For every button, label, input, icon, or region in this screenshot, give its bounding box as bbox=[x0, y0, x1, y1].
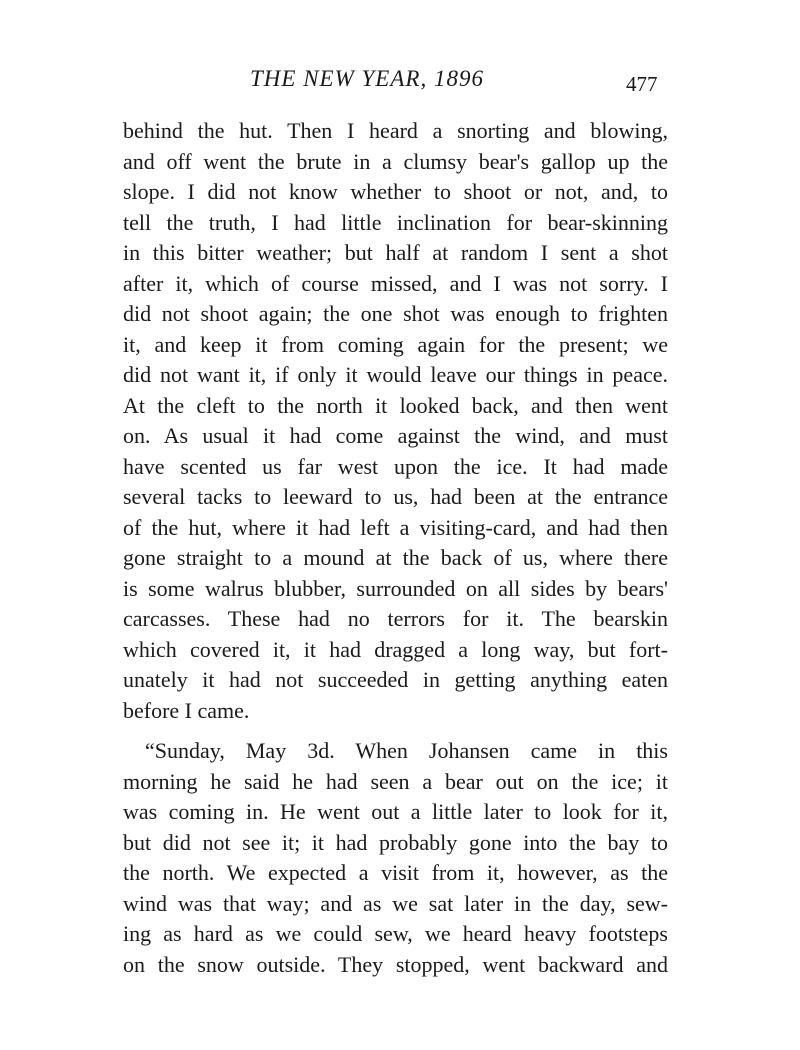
text-line: it, and keep it from coming again for the present; we bbox=[123, 331, 668, 357]
text-line: the north. We expected a visit from it, however, as the bbox=[123, 860, 668, 885]
text-line: tell the truth, I had little inclination for bear-skinning bbox=[123, 209, 668, 235]
text-line: several tacks to leeward to us, had been at the entrance bbox=[123, 484, 668, 509]
text-line: “Sunday, May 3d. When Johansen came in this bbox=[145, 738, 668, 763]
paragraph bbox=[123, 116, 668, 726]
text-line: which covered it, it had dragged a long way, but fort- bbox=[123, 636, 668, 662]
body-text bbox=[123, 116, 668, 980]
text-line: behind the hut. Then I heard a snorting and blowing, bbox=[123, 118, 668, 143]
text-line: gone straight to a mound at the back of us, where there bbox=[123, 545, 668, 570]
text-line: have scented us far west upon the ice. It had made bbox=[123, 453, 668, 479]
text-line: unately it had not succeeded in getting anything eaten bbox=[123, 667, 668, 692]
text-line: did not shoot again; the one shot was enough to frighten bbox=[123, 301, 668, 326]
text-line: on the snow outside. They stopped, went backward and bbox=[123, 951, 668, 977]
text-line: wind was that way; and as we sat later in the day, sew- bbox=[123, 890, 668, 916]
paragraph-gap bbox=[123, 726, 668, 736]
text-line: after it, which of course missed, and I was not sorry. I bbox=[123, 270, 668, 296]
text-line: on. As usual it had come against the wind, and must bbox=[123, 423, 668, 448]
running-title: THE NEW YEAR, 1896 bbox=[250, 66, 484, 91]
running-head bbox=[0, 66, 800, 106]
text-line: did not want it, if only it would leave our things in peace. bbox=[123, 362, 668, 387]
text-line: in this bitter weather; but half at random I sent a shot bbox=[123, 240, 668, 265]
text-line: and off went the brute in a clumsy bear's gallop up the bbox=[123, 148, 668, 174]
text-line: ing as hard as we could sew, we heard heavy footsteps bbox=[123, 921, 668, 946]
text-line: before I came. bbox=[123, 697, 250, 723]
page-number: 477 bbox=[626, 72, 658, 96]
text-line: is some walrus blubber, surrounded on all sides by bears' bbox=[123, 575, 668, 601]
text-line: but did not see it; it had probably gone into the bay to bbox=[123, 829, 668, 855]
text-line: carcasses. These had no terrors for it. The bearskin bbox=[123, 606, 668, 631]
paragraph bbox=[123, 736, 668, 980]
text-line: of the hut, where it had left a visiting-card, and had then bbox=[123, 514, 668, 540]
text-line: slope. I did not know whether to shoot or not, and, to bbox=[123, 179, 668, 204]
text-line: At the cleft to the north it looked back, and then went bbox=[123, 392, 668, 418]
text-line: was coming in. He went out a little later to look for it, bbox=[123, 799, 668, 824]
text-line: morning he said he had seen a bear out on the ice; it bbox=[123, 768, 668, 794]
